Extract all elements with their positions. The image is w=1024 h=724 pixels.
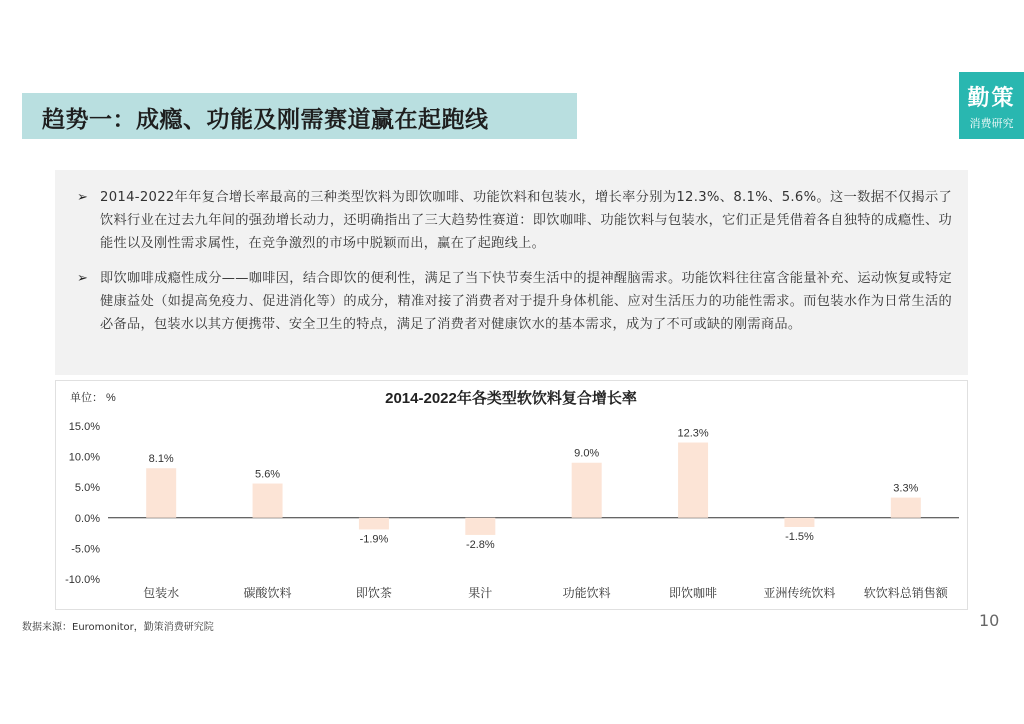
data-label: 9.0%	[574, 447, 600, 460]
summary-textbox	[55, 170, 968, 375]
unit-label: 单位： %	[70, 392, 116, 404]
bullet-arrow-icon: ➢	[77, 190, 88, 205]
data-label: -1.5%	[785, 530, 814, 543]
brand-logo	[959, 72, 1024, 139]
category-label: 碳酸饮料	[243, 586, 292, 600]
data-label: 8.1%	[148, 453, 174, 466]
data-label: 3.3%	[893, 482, 919, 495]
category-label: 包装水	[143, 586, 180, 600]
y-tick-label: 10.0%	[68, 451, 100, 464]
bullet-text-2: 即饮咖啡成瘾性成分——咖啡因，结合即饮的便利性，满足了当下快节奏生活中的提神醒脑需求。功能饮料往往富含能量补充、运动恢复或特定健康益处（如提高免疫力、促进消化等）的成分，精准对接了消费者对于提升身体机能、应对生活压力的功能性需求。而包装水作为日常生活的必备品，包装水以其方便携带、安全卫生的特点，满足了消费者对健康饮水的基本需求，成为了不可或缺的刚需商品。	[100, 271, 952, 332]
category-label: 即饮茶	[355, 586, 392, 600]
y-tick-label: -5.0%	[71, 543, 100, 556]
y-tick-label: 0.0%	[74, 512, 100, 525]
logo-main-text: 勤策	[967, 86, 1016, 111]
data-source-note: 数据来源：Euromonitor，勤策消费研究院	[22, 622, 214, 633]
bar	[784, 518, 814, 527]
bar	[572, 463, 602, 518]
category-label: 软饮料总销售额	[863, 586, 948, 600]
page-number: 10	[979, 611, 1000, 630]
data-label: 12.3%	[677, 427, 709, 440]
data-label: -1.9%	[359, 533, 389, 546]
slide-title-banner	[22, 93, 577, 139]
bar	[146, 468, 176, 518]
bar	[359, 518, 389, 530]
chart-title: 2014-2022年各类型软饮料复合增长率	[385, 390, 637, 407]
chart-container	[55, 380, 968, 610]
bar	[891, 498, 921, 518]
bar	[253, 484, 283, 518]
y-tick-label: 5.0%	[74, 482, 100, 495]
y-tick-label: -10.0%	[65, 574, 100, 586]
category-label: 功能饮料	[562, 586, 611, 600]
data-label: -2.8%	[465, 538, 495, 551]
slide-title: 趋势一：成瘾、功能及刚需赛道赢在起跑线	[42, 107, 489, 133]
data-label: 5.6%	[255, 468, 281, 481]
bar	[678, 443, 708, 518]
logo-sub-text: 消费研究	[969, 117, 1014, 130]
category-label: 即饮咖啡	[669, 586, 718, 600]
bullet-arrow-icon: ➢	[77, 271, 88, 286]
bar	[465, 518, 495, 535]
y-tick-label: 15.0%	[68, 421, 100, 433]
category-label: 亚洲传统饮料	[763, 586, 836, 600]
bullet-text-1: 2014-2022年年复合增长率最高的三种类型饮料为即饮咖啡、功能饮料和包装水，增长率分别为12.3%、8.1%、5.6%。这一数据不仅揭示了饮料行业在过去九年间的强劲增长动力，还明确指出了三大趋势性赛道：即饮咖啡、功能饮料与包装水，它们正是凭借着各自独特的成瘾性、功能性以及刚性需求属性，在竞争激烈的市场中脱颖而出，赢在了起跑线上。	[100, 190, 952, 251]
growth-rate-chart	[56, 381, 967, 609]
category-label: 果汁	[468, 586, 493, 600]
